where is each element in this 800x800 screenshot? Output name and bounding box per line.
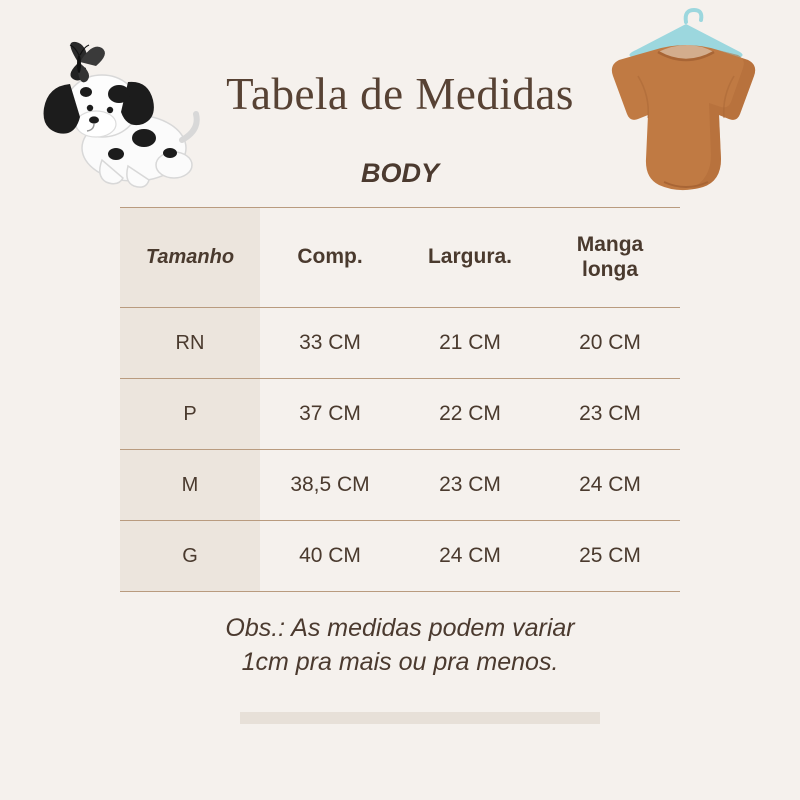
note-line-2: 1cm pra mais ou pra menos.	[241, 647, 559, 676]
cell-manga: 23 CM	[540, 379, 680, 450]
cell-comp: 40 CM	[260, 521, 400, 592]
page-subtitle: BODY	[360, 158, 439, 188]
table-head	[120, 208, 680, 308]
table-header-row	[120, 208, 680, 308]
table-row	[120, 450, 680, 521]
table-body	[120, 308, 680, 592]
column-header-largura: Largura.	[400, 208, 540, 308]
cell-largura: 24 CM	[400, 521, 540, 592]
cell-size: RN	[120, 308, 260, 379]
measurement-note	[0, 612, 800, 680]
table-row	[120, 521, 680, 592]
cell-largura: 21 CM	[400, 308, 540, 379]
cell-comp: 38,5 CM	[260, 450, 400, 521]
column-header-manga-longa: Manga longa	[540, 208, 680, 308]
column-header-tamanho: Tamanho	[120, 208, 260, 308]
cell-size: M	[120, 450, 260, 521]
page-title: Tabela de Medidas	[226, 69, 574, 119]
measurements-table-wrapper	[120, 207, 680, 592]
column-header-comp: Comp.	[260, 208, 400, 308]
measurements-table	[120, 207, 680, 592]
table-row	[120, 379, 680, 450]
cell-largura: 23 CM	[400, 450, 540, 521]
cell-comp: 37 CM	[260, 379, 400, 450]
cell-manga: 25 CM	[540, 521, 680, 592]
bottom-decorative-bar	[240, 712, 600, 724]
table-row	[120, 308, 680, 379]
cell-size: P	[120, 379, 260, 450]
cell-size: G	[120, 521, 260, 592]
cell-comp: 33 CM	[260, 308, 400, 379]
cell-manga: 20 CM	[540, 308, 680, 379]
cell-manga: 24 CM	[540, 450, 680, 521]
note-line-1: Obs.: As medidas podem variar	[225, 614, 575, 642]
cell-largura: 22 CM	[400, 379, 540, 450]
